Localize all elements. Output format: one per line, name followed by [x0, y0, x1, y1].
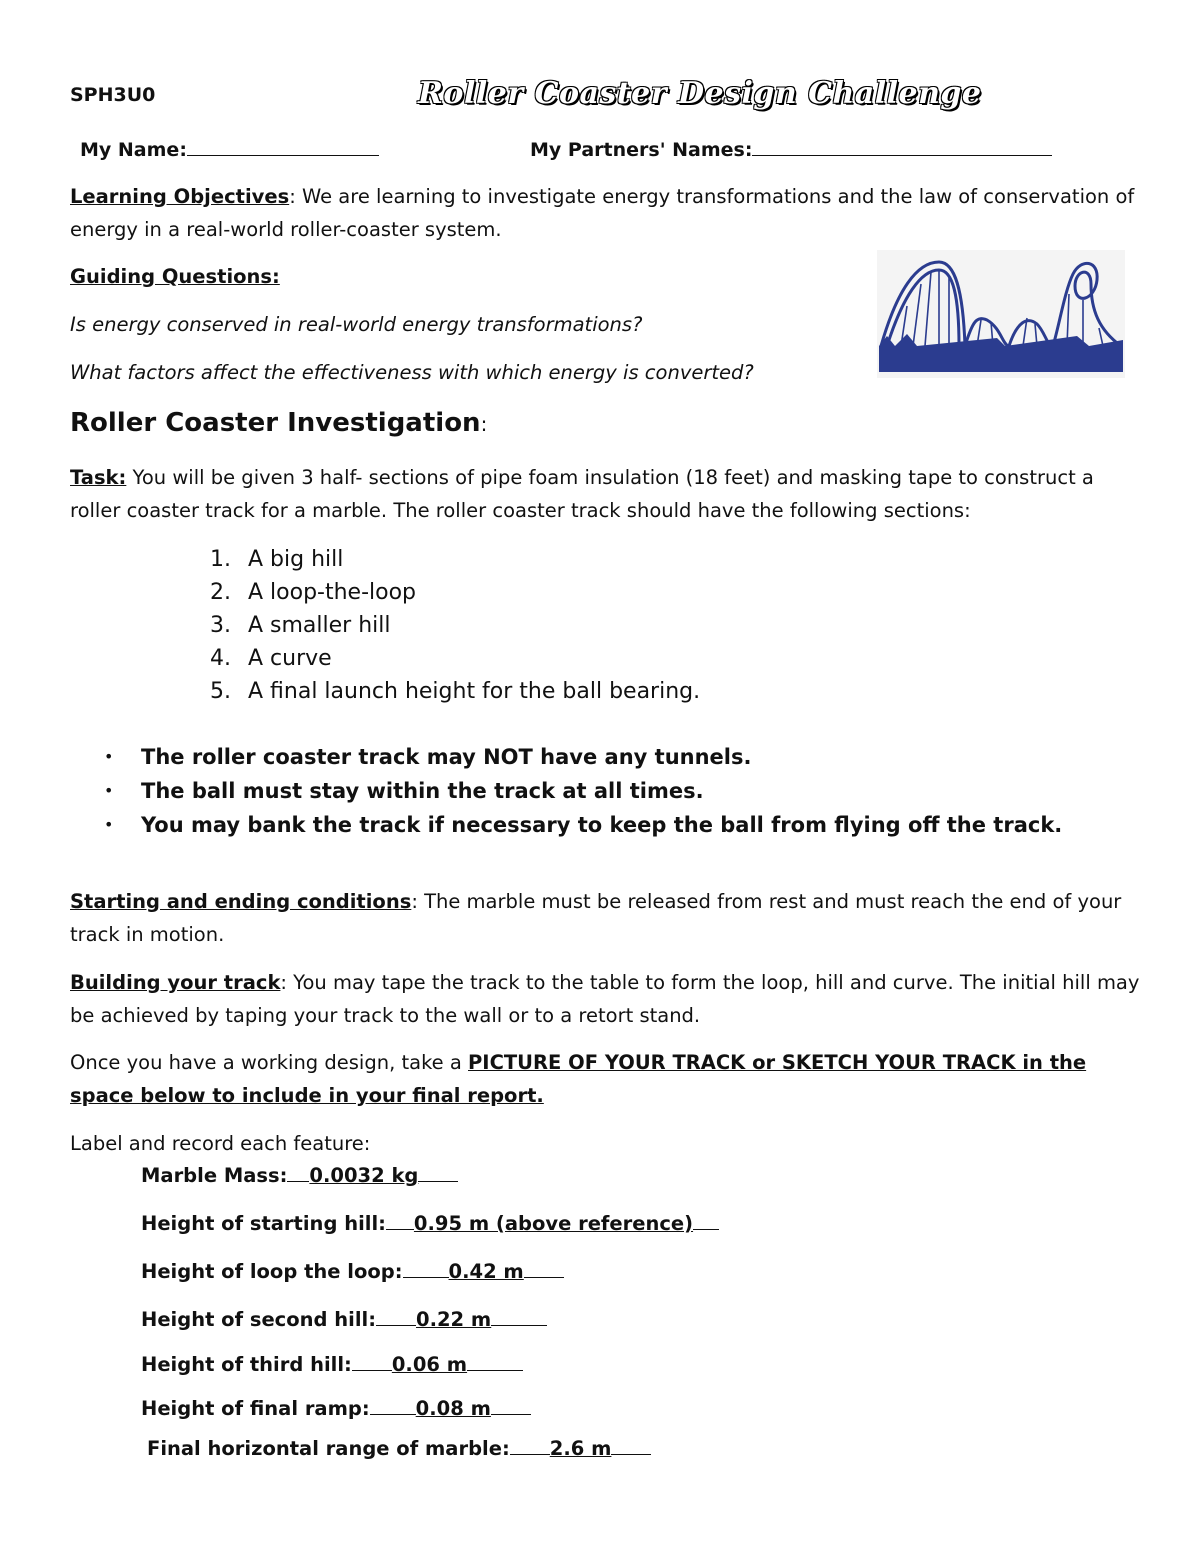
my-name-label: My Name:: [80, 139, 187, 161]
list-number: 1.: [210, 547, 231, 572]
partners-label: My Partners' Names:: [530, 139, 753, 161]
list-text: A curve: [248, 646, 332, 671]
fill-line: [287, 1181, 309, 1182]
fill-line: [376, 1325, 416, 1326]
feature-value[interactable]: 2.6 m: [549, 1437, 612, 1460]
list-number: 3.: [210, 613, 231, 638]
feature-label: Height of final ramp:: [141, 1397, 370, 1420]
fill-line: [611, 1454, 651, 1455]
investigation-heading: [70, 408, 487, 438]
feature-row: [141, 1164, 458, 1187]
partners-name-row: [530, 137, 1052, 161]
feature-label: Final horizontal range of marble:: [147, 1437, 510, 1460]
list-item: [210, 675, 700, 708]
feature-row: [141, 1308, 547, 1331]
feature-row: [141, 1397, 531, 1420]
feature-value[interactable]: 0.08 m: [415, 1397, 491, 1420]
my-name-field[interactable]: [187, 137, 379, 156]
feature-label: Marble Mass:: [141, 1164, 288, 1187]
guiding-questions-heading: Guiding Questions:: [70, 265, 280, 288]
feature-row: [141, 1353, 523, 1376]
feature-label: Height of second hill:: [141, 1308, 376, 1331]
fill-line: [693, 1229, 719, 1230]
rule-item: • The roller coaster track may NOT have any tunnels.: [104, 740, 1062, 774]
building-label: Building your track: [70, 971, 281, 994]
conditions-paragraph: [70, 885, 1140, 951]
learning-objectives-label: Learning Objectives: [70, 185, 290, 208]
list-text: A big hill: [248, 547, 344, 572]
feature-value[interactable]: 0.0032 kg: [309, 1164, 419, 1187]
building-paragraph: [70, 966, 1140, 1032]
fill-line: [418, 1181, 458, 1182]
rule-item: • The ball must stay within the track at all times.: [104, 774, 1062, 808]
final-report-emphasis: PICTURE OF YOUR TRACK or SKETCH YOUR TRACK in the space below to include in your final report.: [70, 1051, 1087, 1107]
fill-line: [403, 1277, 449, 1278]
task-text: You will be given 3 half- sections of pipe foam insulation (18 feet) and masking tape to construct a roller coaster track for a marble. The roller coaster track should have the following sections:: [70, 466, 1094, 522]
track-sections-list: [210, 543, 700, 708]
task-label: Task:: [70, 466, 127, 489]
fill-line: [386, 1229, 414, 1230]
task-paragraph: [70, 461, 1140, 527]
conditions-text: : The marble must be released from rest and must reach the end of your track in motion.: [70, 890, 1122, 946]
list-item: [210, 642, 700, 675]
learning-objectives-text: : We are learning to investigate energy transformations and the law of conservation of energy in a real-world roller-coaster system.: [70, 185, 1135, 241]
rule-item: • You may bank the track if necessary to keep the ball from flying off the track.: [104, 808, 1062, 842]
partners-field[interactable]: [752, 137, 1052, 156]
feature-label: Height of starting hill:: [141, 1212, 386, 1235]
feature-value[interactable]: 0.06 m: [391, 1353, 468, 1376]
roller-coaster-icon: [877, 250, 1125, 378]
final-report-paragraph: [70, 1046, 1140, 1112]
feature-row: [147, 1437, 651, 1460]
list-number: 4.: [210, 646, 231, 671]
investigation-heading-text: Roller Coaster Investigation: [70, 408, 481, 438]
fill-line: [352, 1370, 392, 1371]
course-code: SPH3U0: [70, 84, 156, 106]
feature-label: Height of third hill:: [141, 1353, 352, 1376]
list-item: [210, 543, 700, 576]
fill-line: [491, 1414, 531, 1415]
feature-value[interactable]: 0.95 m (above reference): [413, 1212, 694, 1235]
list-text: A loop-the-loop: [248, 580, 417, 605]
features-intro: Label and record each feature:: [70, 1132, 371, 1155]
fill-line: [370, 1414, 416, 1415]
feature-row: [141, 1260, 564, 1283]
fill-line: [524, 1277, 564, 1278]
final-report-intro: Once you have a working design, take a: [70, 1051, 469, 1074]
fill-line: [467, 1370, 523, 1371]
feature-value[interactable]: 0.42 m: [448, 1260, 524, 1283]
guiding-question-2: What factors affect the effectiveness with which energy is converted?: [70, 361, 754, 384]
list-number: 5.: [210, 679, 231, 704]
conditions-label: Starting and ending conditions: [70, 890, 412, 913]
building-text: : You may tape the track to the table to form the loop, hill and curve. The initial hill may be achieved by taping your track to the wall or to a retort stand.: [70, 971, 1140, 1027]
list-number: 2.: [210, 580, 231, 605]
fill-line: [510, 1454, 550, 1455]
feature-label: Height of loop the loop:: [141, 1260, 403, 1283]
list-text: A final launch height for the ball bearing.: [248, 679, 701, 704]
list-text: A smaller hill: [248, 613, 391, 638]
my-name-row: [80, 137, 379, 161]
feature-value[interactable]: 0.22 m: [416, 1308, 492, 1331]
page-title: Roller Coaster Design Challenge: [418, 76, 982, 111]
fill-line: [491, 1325, 547, 1326]
guiding-question-1: Is energy conserved in real-world energy transformations?: [70, 313, 643, 336]
feature-row: [141, 1212, 719, 1235]
list-item: [210, 609, 700, 642]
learning-objectives: [70, 180, 1140, 246]
track-rules-list: [104, 740, 1062, 842]
list-item: [210, 576, 700, 609]
investigation-heading-colon: :: [480, 412, 488, 436]
